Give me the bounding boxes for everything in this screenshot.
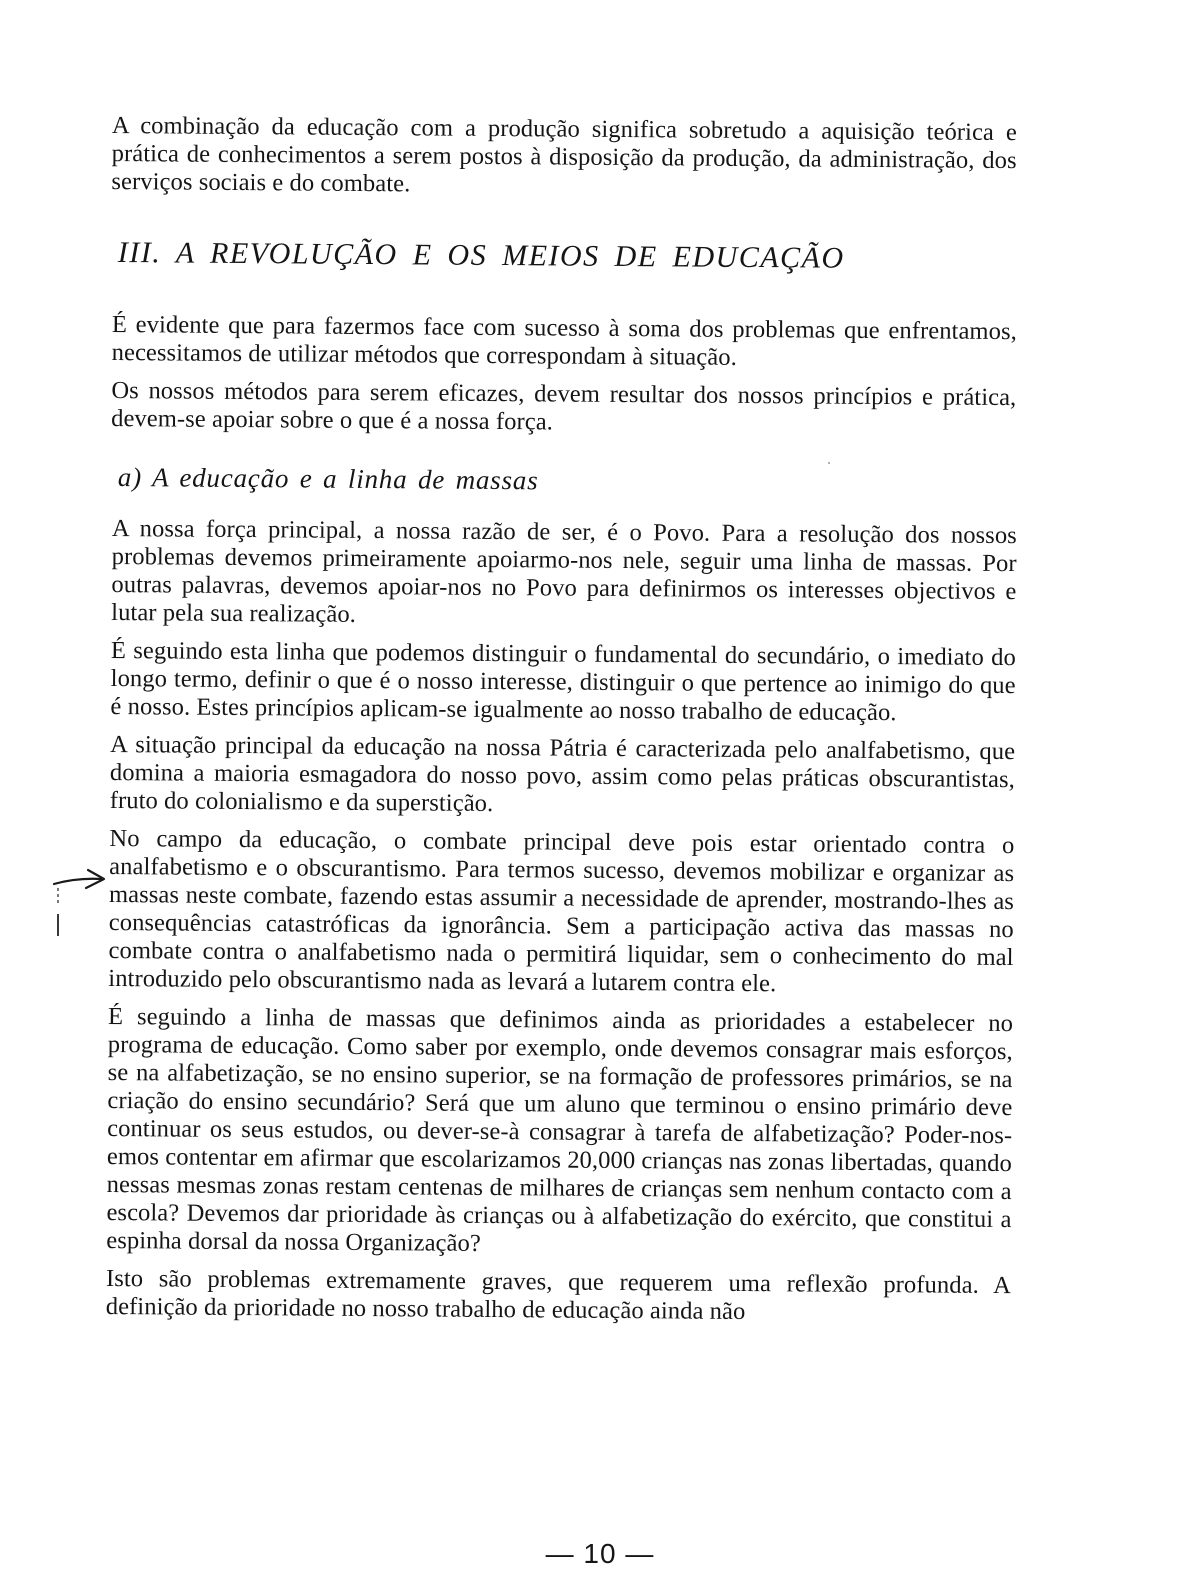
intro-block bbox=[111, 112, 1017, 213]
sub-paragraph-6: Isto são problemas extremamente graves, que requerem uma reflexão profunda. A definição da prioridade no nosso trabalho de educação ainda não bbox=[105, 1264, 1012, 1325]
sub-paragraph-1: A nossa força principal, a nossa razão de ser, é o Povo. Para a resolução dos nossos problemas devemos primeiramente apoiarmo-nos nele, seguir uma linha de massas. Por outras palavras, devemos apoiar-nos no Povo para definirmos os interesses objectivos e lutar pela sua realização. bbox=[111, 515, 1017, 628]
sub-heading: a) A educação e a linha de massas bbox=[117, 462, 539, 496]
section-heading: III. A REVOLUÇÃO E OS MEIOS DE EDUCAÇÃO bbox=[117, 236, 845, 275]
sub-paragraph-4: No campo da educação, o combate principal deve pois estar orientado contra o analfabetismo e o obscurantismo. Para termos sucesso, devemos mobilizar e organizar as massas neste combate, fazendo estas assumir a necessidade de aprender, mostrando-lhes as consequências catastróficas da ignorância. Sem a participação activa das massas no combate contra o analfabetismo nada o permitirá liquidar, sem o conhecimento do mal introduzido pelo obscurantismo nada as levará a lutarem contra ele. bbox=[108, 824, 1015, 998]
sub-paragraph-2: É seguindo esta linha que podemos distinguir o fundamental do secundário, o imediato do longo termo, definir o que é o nosso interesse, distinguir o que pertence ao inimigo do que é nosso. Estes princípios aplicam-se igualmente ao nosso trabalho de educação. bbox=[110, 636, 1017, 727]
section-body bbox=[111, 311, 1017, 450]
sub-paragraph-5: É seguindo a linha de massas que definimos ainda as prioridades a estabelecer no programa de educação. Como saber por exemplo, onde devemos consagrar mais esforços, se na alfabetização, se no ensino superior, se na formação de professores primários, se na criação do ensino secundário? Será que um aluno que terminou o ensino primário deve continuar os seus estudos, ou dever-se-à consagrar à tarefa de alfabetização? Poder-nos-emos contentar em afirmar que escolarizamos 20,000 crianças nas zonas libertadas, quando nessas mesmas zonas restam centenas de milhares de crianças sem nenhum contacto com a escola? Devemos dar prioridade às crianças ou à alfabetização do exército, que constitui a espinha dorsal da nossa Organização? bbox=[106, 1002, 1014, 1257]
scan-speck bbox=[828, 462, 830, 464]
page-number: — 10 — bbox=[545, 1538, 655, 1569]
sub-paragraph-3: A situação principal da educação na nossa Pátria é caracterizada pelo analfabetismo, que domina a maioria esmagadora do nosso povo, assim como pelas práticas obscurantistas, fruto do colonialismo e da superstição. bbox=[109, 730, 1016, 818]
handwritten-arrow-icon bbox=[50, 866, 110, 940]
section-paragraph-2: Os nossos métodos para serem eficazes, devem resultar dos nossos princípios e prática, devem-se apoiar sobre o que é a nossa força. bbox=[111, 376, 1017, 436]
section-paragraph-1: É evidente que para fazermos face com sucesso à soma dos problemas que enfrentamos, necessitamos de utilizar métodos que correspondam à situação. bbox=[111, 311, 1017, 371]
intro-paragraph: A combinação da educação com a produção significa sobretudo a aquisição teórica e prática de conhecimentos a serem postos à disposição da produção, da administração, dos serviços sociais e do combate. bbox=[111, 112, 1017, 198]
sub-body bbox=[106, 515, 1017, 1338]
